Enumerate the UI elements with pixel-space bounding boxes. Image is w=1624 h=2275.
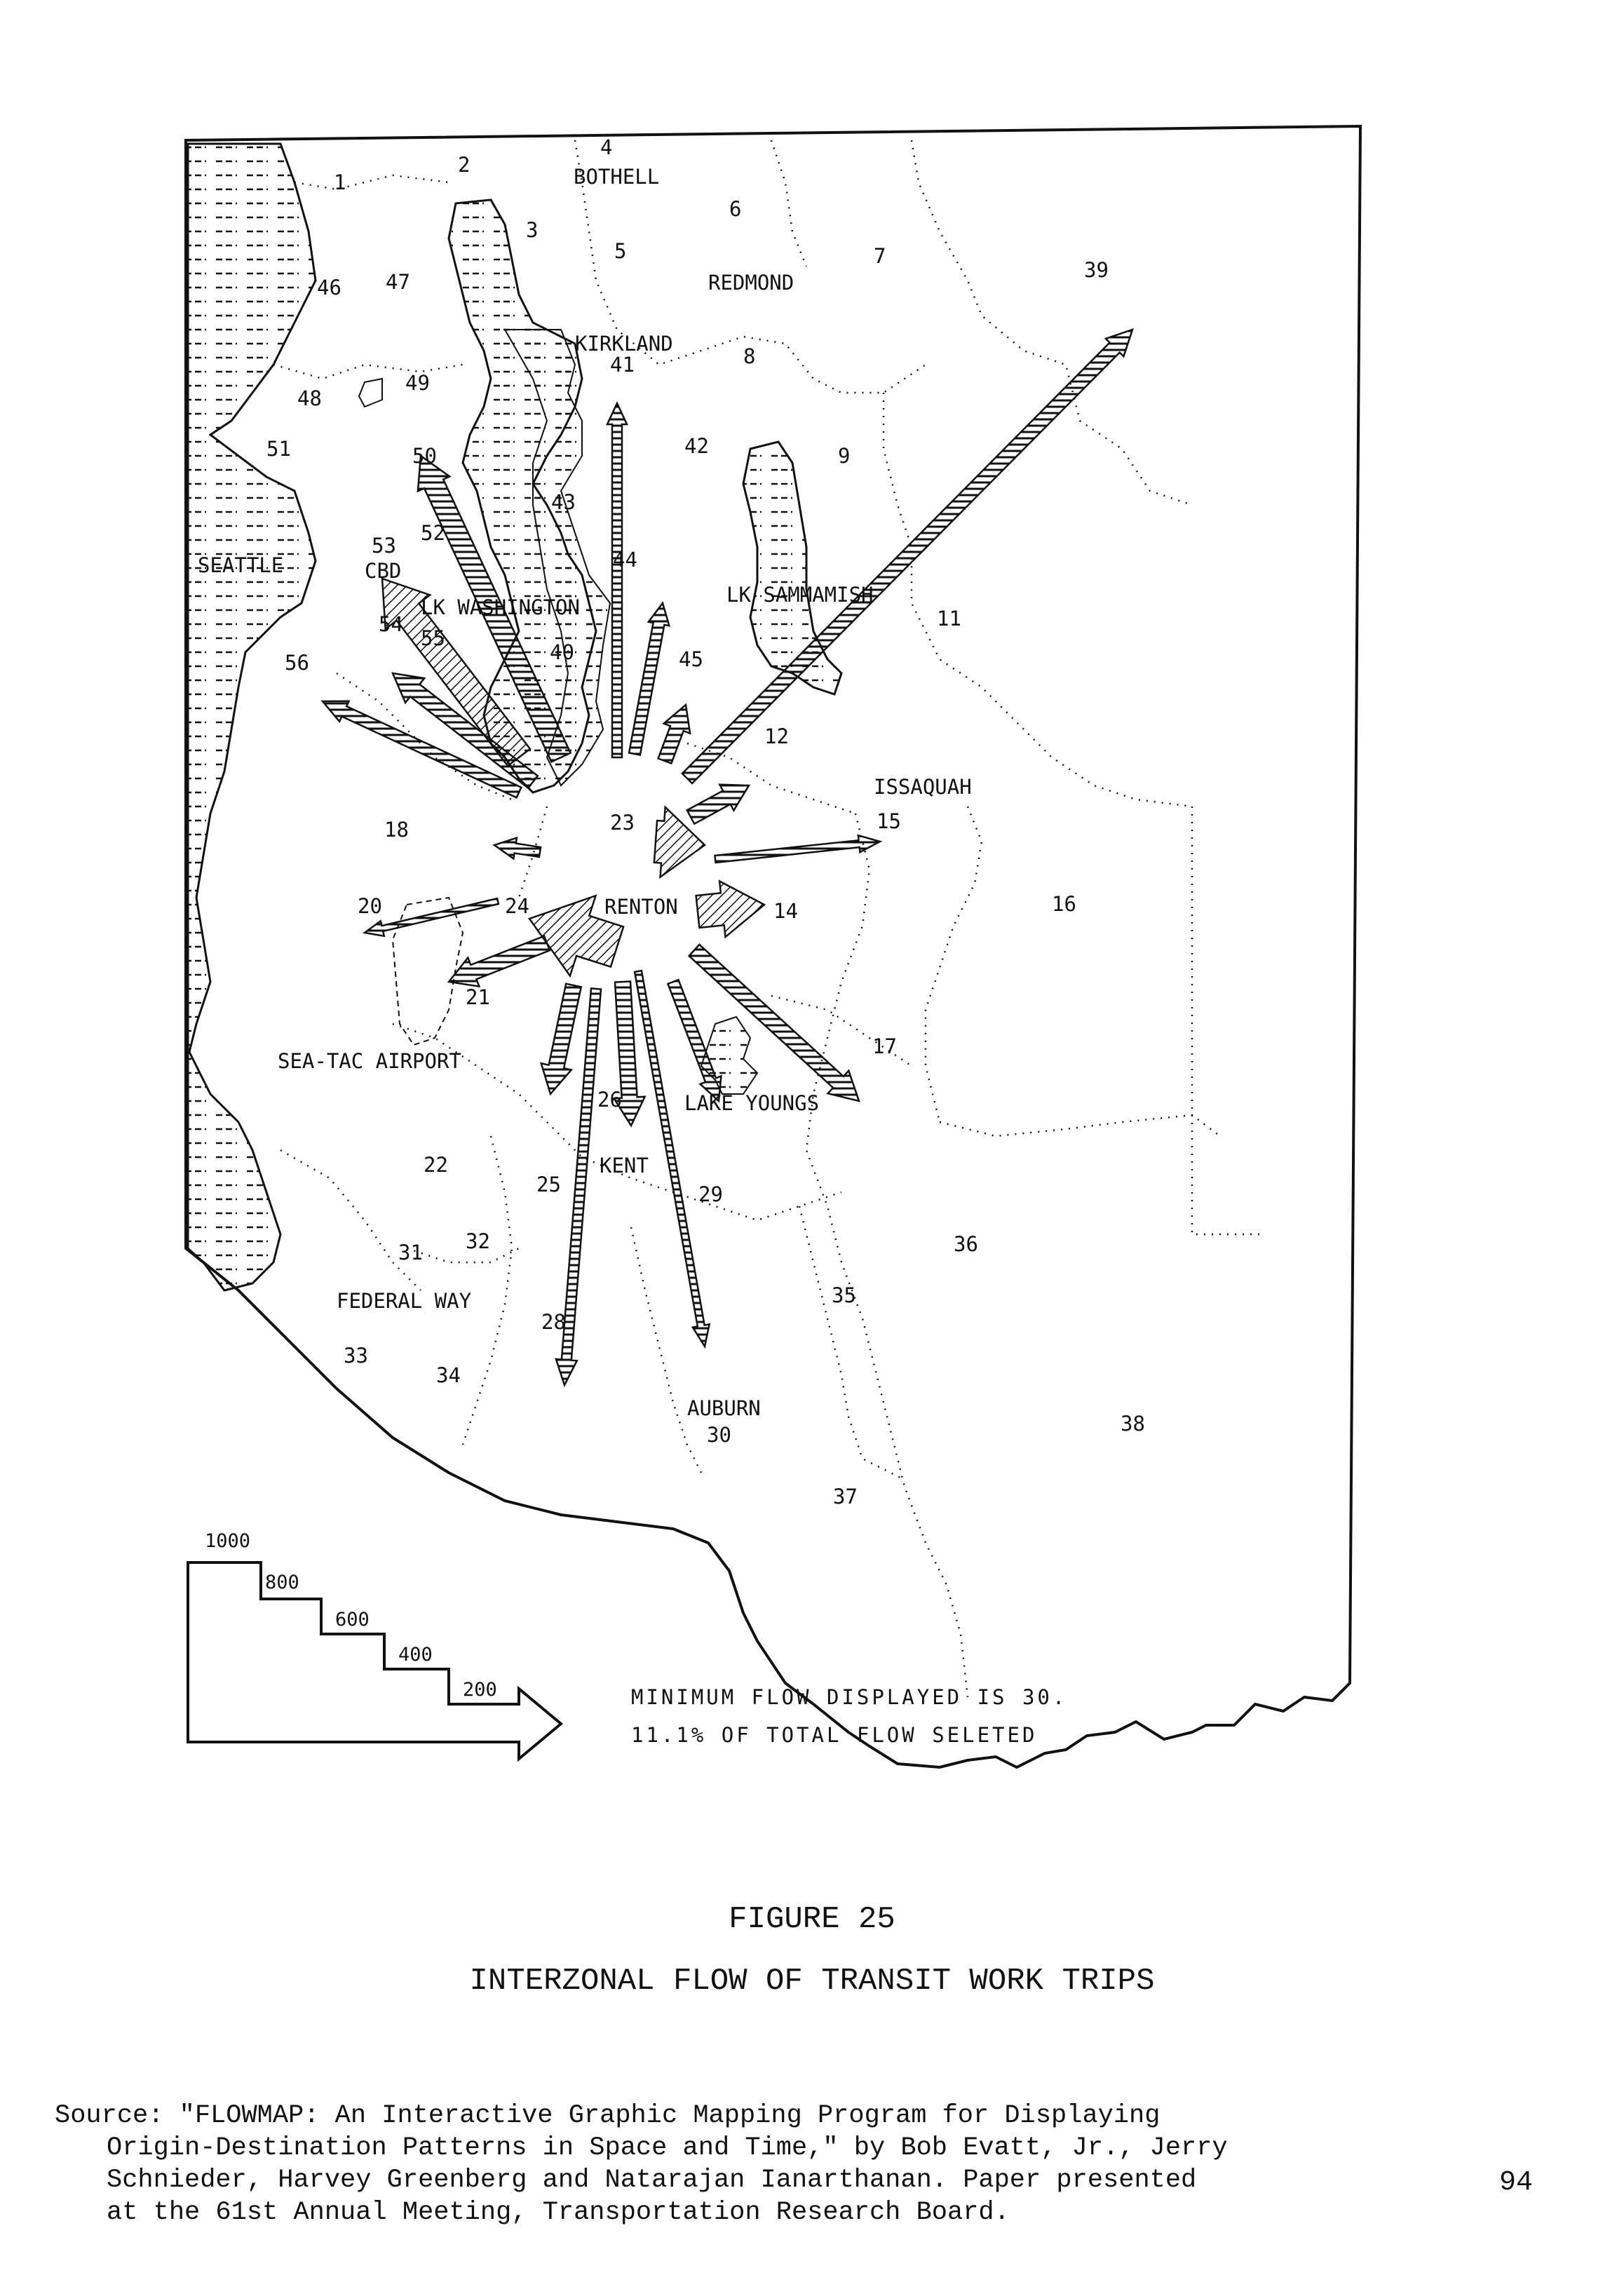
label-kent: KENT — [600, 1154, 649, 1177]
zone-21: 21 — [466, 985, 490, 1009]
label-federal-way: FEDERAL WAY — [337, 1289, 472, 1313]
label-lake-youngs: LAKE YOUNGS — [684, 1091, 820, 1115]
zone-8: 8 — [743, 344, 756, 368]
legend-staircase-arrow — [188, 1562, 561, 1759]
zone-40: 40 — [550, 640, 574, 664]
zone-3: 3 — [526, 218, 539, 242]
zone-2: 2 — [458, 153, 471, 177]
source-line-4: at the 61st Annual Meeting, Transportation Research Board. — [107, 2198, 1010, 2227]
zone-42: 42 — [684, 434, 709, 458]
zone-18: 18 — [384, 818, 409, 842]
lake-sammamish-water — [743, 442, 841, 694]
zone-51: 51 — [266, 437, 291, 461]
small-lake-49 — [359, 379, 382, 407]
flow-arrow-to-45 — [658, 705, 691, 764]
source-line-2: Origin-Destination Patterns in Space and Time," by Bob Evatt, Jr., Jerry — [107, 2133, 1228, 2163]
zone-25: 25 — [536, 1173, 561, 1196]
flow-arrow-to-18 — [494, 838, 541, 859]
puget-sound-water — [188, 144, 316, 1290]
flow-arrow-to-44 — [629, 603, 669, 755]
zone-36: 36 — [954, 1232, 978, 1256]
zone-22: 22 — [424, 1153, 448, 1177]
legend-value-400: 400 — [398, 1644, 433, 1666]
zone-9: 9 — [838, 444, 851, 468]
zone-53: 53 — [372, 534, 396, 558]
label-cbd: CBD — [365, 559, 402, 583]
zone-49: 49 — [405, 371, 430, 395]
zone-6: 6 — [729, 197, 742, 221]
label-renton: RENTON — [604, 895, 678, 919]
zone-46: 46 — [317, 276, 341, 299]
zone-39: 39 — [1084, 258, 1109, 282]
zone-44: 44 — [613, 548, 637, 572]
zone-28: 28 — [541, 1310, 566, 1334]
zone-55: 55 — [421, 626, 445, 650]
source-line-3: Schnieder, Harvey Greenberg and Natarajan Ianarthanan. Paper presented — [107, 2166, 1197, 2195]
page-number: 94 — [1499, 2167, 1534, 2199]
zone-33: 33 — [344, 1344, 368, 1368]
zone-1: 1 — [334, 170, 346, 194]
zone-24: 24 — [505, 894, 529, 918]
zone-14: 14 — [773, 899, 798, 923]
zone-34: 34 — [436, 1363, 461, 1387]
zone-16: 16 — [1052, 892, 1076, 916]
zone-50: 50 — [412, 444, 437, 468]
zone-31: 31 — [398, 1241, 423, 1264]
label-bothell: BOTHELL — [574, 165, 660, 189]
flow-arrow-to-21 — [449, 936, 550, 987]
flow-arrow-to-41 — [607, 403, 627, 757]
legend-value-1000: 1000 — [205, 1530, 251, 1552]
note-pct-selected: 11.1% OF TOTAL FLOW SELETED — [631, 1723, 1038, 1747]
legend-value-600: 600 — [335, 1609, 370, 1631]
zone-56: 56 — [285, 651, 309, 675]
zone-30: 30 — [707, 1423, 731, 1447]
flow-arrow-to-25 — [541, 984, 581, 1094]
note-min-flow: MINIMUM FLOW DISPLAYED IS 30. — [631, 1685, 1068, 1709]
zone-15: 15 — [877, 809, 901, 833]
zone-37: 37 — [833, 1485, 858, 1508]
zone-5: 5 — [614, 239, 627, 263]
zone-38: 38 — [1121, 1412, 1145, 1436]
label-seatac: SEA-TAC AIRPORT — [278, 1049, 461, 1073]
zone-32: 32 — [466, 1229, 490, 1253]
zone-45: 45 — [679, 647, 703, 671]
label-seattle: SEATTLE — [198, 553, 284, 577]
figure-number: FIGURE 25 — [729, 1902, 895, 1937]
zone-23: 23 — [610, 811, 635, 835]
flow-arrow-to-20 — [365, 898, 499, 936]
flow-arrow-to-39 — [682, 330, 1132, 783]
zone-17: 17 — [872, 1034, 897, 1058]
zone-47: 47 — [386, 270, 410, 294]
zone-43: 43 — [551, 490, 576, 514]
flow-arrow-to-12 — [687, 785, 749, 824]
label-redmond: REDMOND — [708, 271, 794, 295]
zone-54: 54 — [379, 612, 403, 636]
flow-arrow-to-14 — [696, 882, 764, 938]
label-issaquah: ISSAQUAH — [874, 775, 972, 799]
zone-41: 41 — [610, 353, 635, 377]
zone-11: 11 — [937, 607, 961, 630]
zone-7: 7 — [874, 244, 886, 268]
label-auburn: AUBURN — [687, 1396, 761, 1420]
zone-48: 48 — [297, 386, 322, 410]
figure-title: INTERZONAL FLOW OF TRANSIT WORK TRIPS — [469, 1964, 1155, 1999]
zone-12: 12 — [764, 724, 789, 748]
label-lk-sammamish: LK SAMMAMISH — [726, 583, 874, 607]
label-lk-washington: LK WASHINGTON — [421, 595, 580, 619]
study-area-boundary — [186, 126, 1360, 1767]
zone-29: 29 — [698, 1182, 723, 1206]
legend-value-800: 800 — [265, 1572, 299, 1593]
flow-arrow-to-15 — [715, 835, 881, 863]
flow-width-legend — [188, 1530, 561, 1759]
source-citation — [55, 2100, 1352, 2229]
zone-26: 26 — [597, 1088, 622, 1112]
zone-35: 35 — [832, 1283, 856, 1307]
zone-4: 4 — [600, 135, 613, 159]
zone-20: 20 — [358, 894, 382, 918]
zone-52: 52 — [421, 521, 445, 545]
label-kirkland: KIRKLAND — [575, 332, 673, 356]
legend-value-200: 200 — [463, 1679, 497, 1701]
source-line-1: Source: "FLOWMAP: An Interactive Graphic Mapping Program for Displaying — [55, 2101, 1161, 2131]
